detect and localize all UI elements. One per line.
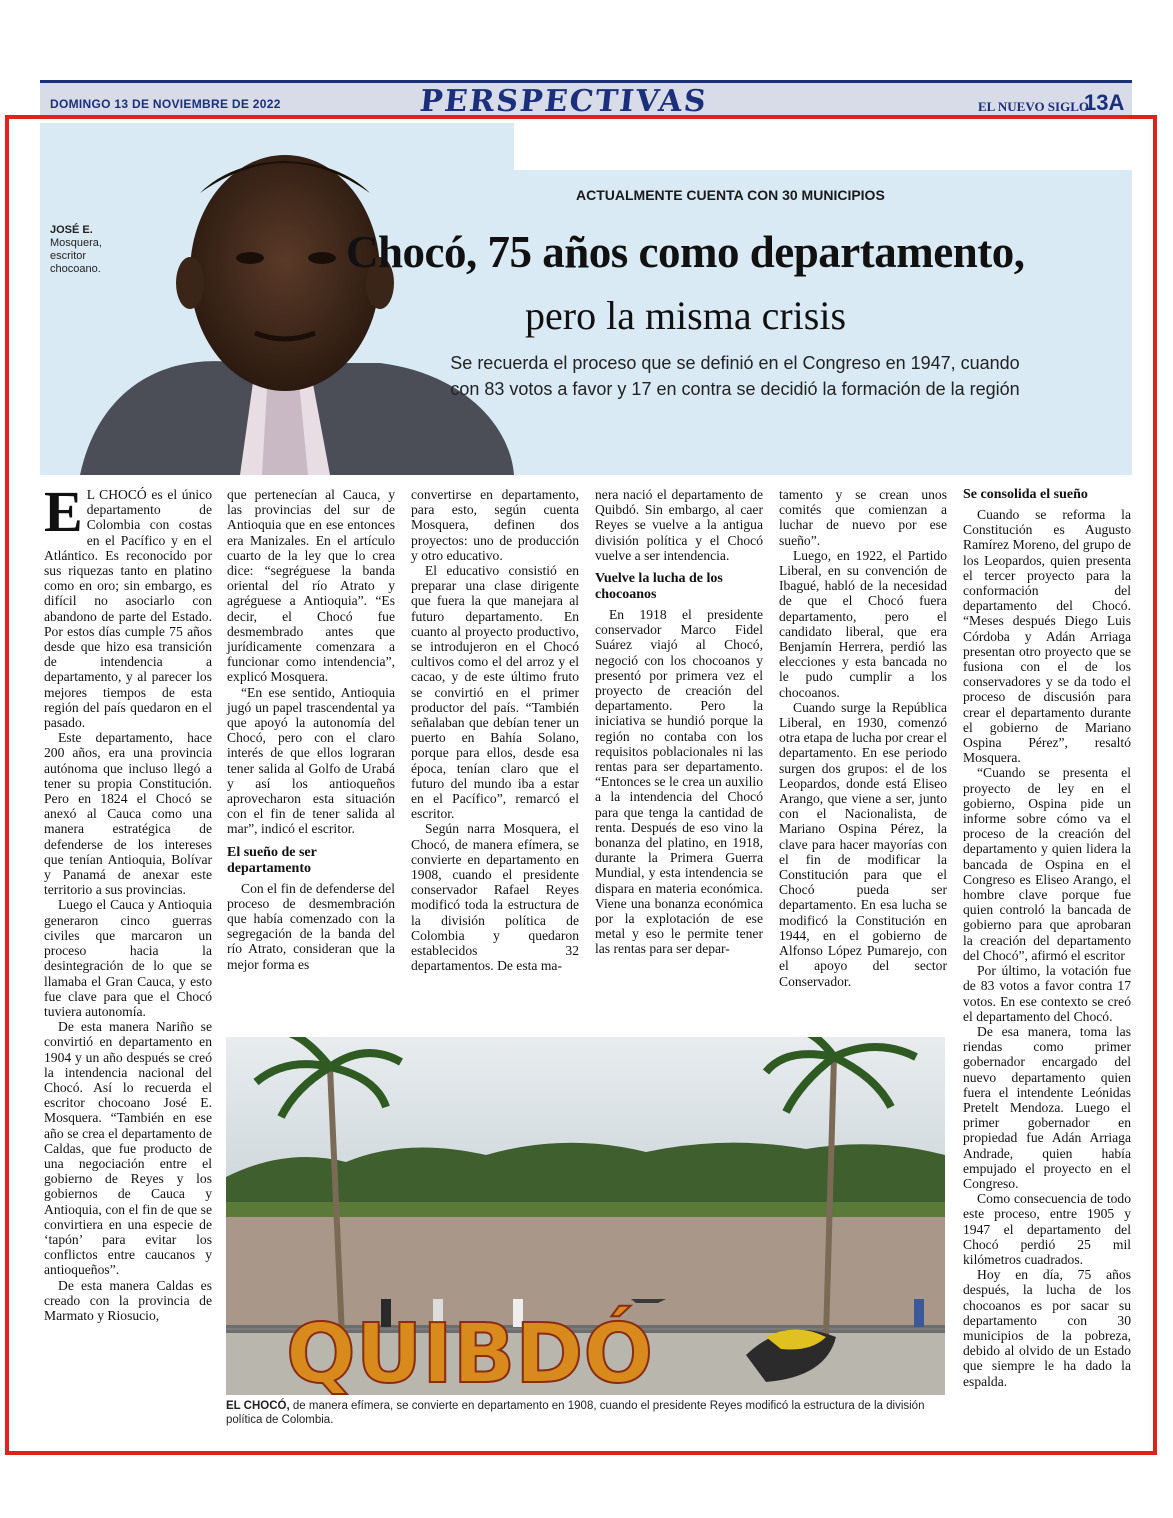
section-title: PERSPECTIVAS [418, 84, 710, 119]
paragraph: De esta manera Caldas es creado con la provincia de Marmato y Riosucio, [44, 1277, 212, 1323]
river-caption-text: de manera efímera, se convierte en departamento en 1908, cuando el presidente Reyes modificó la estructura de la división política de Colombia. [226, 1400, 925, 1426]
paragraph: convertirse en departamento, para esto, según cuenta Mosquera, definen dos proyectos: uno de producción y otro educativo. [411, 487, 579, 563]
highlight-frame [5, 115, 1157, 1455]
paragraph: Según narra Mosquera, el Chocó, de manera efímera, se convierte en departamento en 1908, cuando el presidente conservador Rafael Reyes modificó toda la estructura de la división política de Colombia y quedaron establecidos 32 departamentos. De esta ma- [411, 821, 579, 974]
drop-cap: E [44, 479, 83, 544]
river-caption-lead: EL CHOCÓ, [226, 1400, 290, 1412]
paragraph: “En ese sentido, Antioquia jugó un papel trascendental ya que apoyó la autonomía del Chocó, pero con el claro interés de que ellos lograran tener salida al Golfo de Urabá y así los antioqueños aprovecharon esta situación con el fin de tener salida al mar”, indicó el escritor. [227, 684, 395, 837]
paragraph: El educativo consistió en preparar una clase dirigente que fuera la que manejara al futuro departamento. En cuanto al proyecto productivo, se introdujeron en el Chocó cultivos como el del arroz y el cacao, y de este último fruto se convirtió en el primer productor del país. “También señalaban que debían tener un puerto en Bahía Solano, porque para ellos, desde esa época, tenían claro que el futuro del mundo iba a estar en el Pacífico”, remarcó el escritor. [411, 563, 579, 822]
paragraph: De esa manera, toma las riendas como primer gobernador encargado del nuevo departamento quien fuera el intendente Leónidas Pretelt Mendoza. Luego el primer gobernador en propiedad fue Adán Arriaga Andrade, quien había empujado el proyecto en el Congreso. [963, 1023, 1131, 1191]
paragraph: L CHOCÓ es el único departamento de Colombia con costas en el Pacífico y en el Atlántico. Es reconocido por sus riquezas tanto en platino como en oro; sin embargo, es difícil no asociarlo con abandono de parte del Estado. Por estos días cumple 75 años desde que hizo esa transición de intendencia a departamento, y al parecer los mejores tiempos de esta región del país quedaron en el pasado. [44, 487, 212, 731]
portrait-caption-name: JOSÉ E. [50, 224, 93, 236]
paragraph: Luego el Cauca y Antioquia generaron cinco guerras civiles que marcaron un proceso hacia la desintegración de lo que se llamaba el Gran Cauca, y esto fue clave para que el Chocó tuviera autonomía. [44, 897, 212, 1019]
paragraph: De esta manera Nariño se convirtió en departamento en 1904 y un año después se creó la intendencia nacional del Chocó. Así lo recuerda el escritor chocoano José E. Mosquera. “También en ese año se crea el departamento de Caldas, que fue producto de una negociación entre el gobierno de Reyes y los gobiernos de Cauca y Antioquia, con el fin de que se convirtiera en una especie de ‘tapón’ para evitar los conflictos entre caucanos y antioqueños”. [44, 1019, 212, 1278]
headline-line-2: pero la misma crisis [525, 293, 847, 338]
newspaper-name: EL NUEVO SIGLO [978, 99, 1089, 114]
paragraph: Este departamento, hace 200 años, era una provincia autónoma que incluso llegó a tener su propia Constitución. Pero en 1824 el Chocó se anexó al Cauca como una manera estratégica de defenderse de los intereses que tenían Antioquia, Bolívar y Panamá de anexar este territorio a sus provincias. [44, 730, 212, 898]
paragraph: Hoy en día, 75 años después, la lucha de los chocoanos es por sacar su departamento con 30 municipios de la pobreza, debido al olvido de un Estado que siempre le ha dado la espalda. [963, 1267, 1131, 1389]
subheading: Se consolida el sueño [963, 487, 1088, 502]
paragraph: Por último, la votación fue de 83 votos a favor contra 17 votos. En ese contexto se creó el departamento del Chocó. [963, 963, 1131, 1024]
subheading: Vuelve la lucha de los chocoanos [595, 571, 723, 603]
paragraph: nera nació el departamento de Quibdó. Sin embargo, al caer Reyes se vuelve a la antigua división política y el Chocó vuelve a ser intendencia. [595, 487, 763, 563]
portrait-caption-text: Mosquera, escritor chocoano. [50, 237, 102, 275]
paragraph: Cuando surge la República Liberal, en 1930, comenzó otra etapa de lucha por crear el departamento. En ese periodo surgen dos grupos: el de los Leopardos, donde está Eliseo Arango, que viene a ser, junto con el Nacionalista, de Mariano Ospina Pérez, la clave para hacer mayorías con el fin de modificar la Constitución para que el Chocó pueda ser departamento. En esa lucha se modificó la Constitución en 1944, en el gobierno de Alfonso López Pumarejo, con el apoyo del sector Conservador. [779, 699, 947, 989]
paragraph: En 1918 el presidente conservador Marco Fidel Suárez viajó al Chocó, negoció con los chocoanos y presentó por primera vez el proyecto de creación del departamento. Pero la iniciativa se hundió porque la región no contaba con los requisitos poblacionales ni las rentas para ser departamento. “Entonces se le crea un auxilio a la intendencia del Chocó para que tenga la cantidad de renta. Después de eso vino la bonanza del platino, en 1918, durante la Primera Guerra Mundial, y esta intendencia se dispara en materia económica. Viene una bonanza económica por la explotación de ese metal y eso le permite tener las rentas para ser depar- [595, 607, 763, 957]
issue-date: DOMINGO 13 DE NOVIEMBRE DE 2022 [50, 97, 281, 111]
paragraph: Luego, en 1922, el Partido Liberal, en su convención de Ibagué, habló de la necesidad de que el Chocó fuera departamento, pero el candidato liberal, que era Benjamín Herrera, perdió las elecciones y esta bancada no le pudo cumplir a los chocoanos. [779, 547, 947, 700]
paragraph: tamento y se crean unos comités que comienzan a luchar de nuevo por ese sueño”. [779, 487, 947, 548]
paragraph: que pertenecían al Cauca, y las provincias del sur de Antioquia que en ese entonces era Manizales. En el artículo cuarto de la ley que lo crea dice: “segréguese la banda oriental del río Atrato y agréguese a Antioquia”. “Es decir, el Chocó fue desmembrado antes que jurídicamente comenzara a funcionar como intendencia”, explicó Mosquera. [227, 487, 395, 685]
page-number: 13A [1084, 90, 1125, 115]
paragraph: Con el fin de defenderse del proceso de desmembración que había comenzado con la segregación de la banda del río Atrato, consideran que la mejor forma es [227, 880, 395, 972]
quibdo-sign: QUIBDÓ [286, 1307, 654, 1395]
paragraph: “Cuando se presenta el proyecto de ley en el gobierno, Ospina pide un informe sobre cómo va el proceso de la creación del departamento y quien lidera la bancada de Ospina en el Congreso es Eliseo Arango, el hombre clave porque fue quien controló la bancada de gobierno para que aprobaran la creación del departamento del Chocó”, afirmó el escritor [963, 765, 1131, 963]
paragraph: Cuando se reforma la Constitución es Augusto Ramírez Moreno, del grupo de los Leopardos, quien presenta el tercer proyecto para la conformación del departamento del Chocó. “Meses después Diego Luis Córdoba y Adán Arriaga presentan otro proyecto que se fusiona con el de los conservadores y se da todo el proceso de discusión para crear el departamento durante el gobierno de Mariano Ospina Pérez”, resaltó Mosquera. [963, 507, 1131, 766]
headline-line-1: Chocó, 75 años como departamento, [346, 227, 1025, 277]
article-kicker: ACTUALMENTE CUENTA CON 30 MUNICIPIOS [576, 187, 885, 203]
subheading: El sueño de ser departamento [227, 844, 317, 876]
article-deck: Se recuerda el proceso que se definió en el Congreso en 1947, cuando con 83 votos a favor y 17 en contra se decidió la formación de la región [450, 353, 1020, 399]
paragraph: Como consecuencia de todo este proceso, entre 1905 y 1947 el departamento del Chocó perdió 25 mil kilómetros cuadrados. [963, 1191, 1131, 1267]
